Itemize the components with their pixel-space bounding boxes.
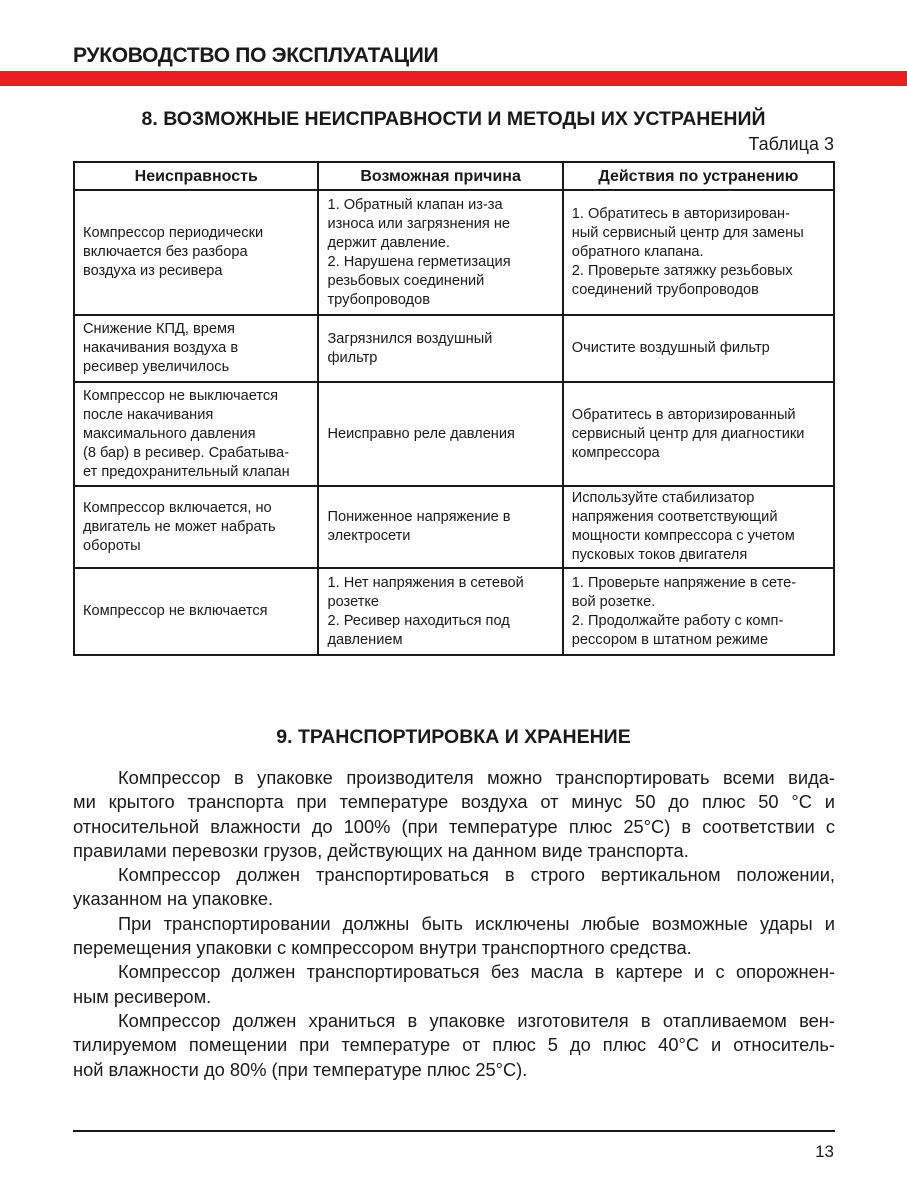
paragraph-line: Компрессор должен транспортироваться без масла в картере и с опорожнен- (118, 961, 835, 983)
table-row (74, 568, 834, 655)
column-header: Возможная причина (318, 162, 562, 190)
footer-rule (73, 1130, 835, 1132)
paragraph (73, 1009, 835, 1082)
fault-cell: Компрессор не включается (74, 568, 318, 655)
cause-cell: Пониженное напряжение в электросети (318, 486, 562, 568)
action-cell: Очистите воздушный фильтр (563, 315, 834, 382)
header-red-bar (0, 71, 907, 86)
troubleshooting-table (73, 161, 835, 656)
action-cell: Обратитесь в авторизированный сервисный центр для диагностики компрессора (563, 382, 834, 486)
cause-cell: 1. Нет напряжения в сетевой розетке 2. Ресивер находиться под давлением (318, 568, 562, 655)
fault-cell: Компрессор не выключается после накачивания максимального давления (8 бар) в ресивер. Срабатыва- ет предохранительный клапан (74, 382, 318, 486)
paragraph (73, 863, 835, 912)
cause-cell: Неисправно реле давления (318, 382, 562, 486)
paragraph-line: ной влажности до 80% (при температуре плюс 25°С). (73, 1058, 528, 1080)
running-header: РУКОВОДСТВО ПО ЭКСПЛУАТАЦИИ (73, 44, 439, 67)
paragraph-line: ным ресивером. (73, 985, 212, 1007)
paragraph (73, 960, 835, 1009)
section-8-title: 8. ВОЗМОЖНЫЕ НЕИСПРАВНОСТИ И МЕТОДЫ ИХ УСТРАНЕНИЙ (141, 108, 766, 130)
paragraph-line: ми крытого транспорта при температуре воздуха от минус 50 до плюс 50 °С и (73, 791, 835, 813)
column-header: Неисправность (74, 162, 318, 190)
table-row (74, 486, 834, 568)
paragraph-line: относительной влажности до 100% (при температуре плюс 25°С) в соответствии с (73, 815, 835, 837)
paragraph-line: правилами перевозки грузов, действующих на данном виде транспорта. (73, 839, 689, 861)
paragraph-line: указанном на упаковке. (73, 888, 274, 910)
fault-cell: Компрессор включается, но двигатель не может набрать обороты (74, 486, 318, 568)
paragraph-line: перемещения упаковки с компрессором внутри транспортного средства. (73, 937, 692, 959)
table-row (74, 382, 834, 486)
cause-cell: Загрязнился воздушный фильтр (318, 315, 562, 382)
paragraph-line: тилируемом помещении при температуре от плюс 5 до плюс 40°С и относитель- (73, 1034, 835, 1056)
paragraph (73, 912, 835, 961)
table-row (74, 315, 834, 382)
action-cell: 1. Обратитесь в авторизирован- ный сервисный центр для замены обратного клапана. 2. Проверьте затяжку резьбовых соединений трубопроводов (563, 190, 834, 315)
page-number: 13 (815, 1142, 834, 1161)
fault-cell: Снижение КПД, время накачивания воздуха в ресивер увеличилось (74, 315, 318, 382)
column-header: Действия по устранению (563, 162, 834, 190)
table-row (74, 190, 834, 315)
paragraph-line: При транспортировании должны быть исключены любые возможные удары и (118, 912, 835, 934)
table-label: Таблица 3 (748, 134, 834, 154)
cause-cell: 1. Обратный клапан из-за износа или загрязнения не держит давление. 2. Нарушена герметизация резьбовых соединений трубопроводов (318, 190, 562, 315)
paragraph-line: Компрессор должен транспортироваться в строго вертикальном положении, (118, 864, 835, 886)
paragraph (73, 766, 835, 863)
paragraph-line: Компрессор должен храниться в упаковке изготовителя в отапливаемом вен- (118, 1009, 835, 1031)
section-9-title: 9. ТРАНСПОРТИРОВКА И ХРАНЕНИЕ (276, 726, 631, 748)
table-header-row (74, 162, 834, 190)
fault-cell: Компрессор периодически включается без разбора воздуха из ресивера (74, 190, 318, 315)
paragraph-line: Компрессор в упаковке производителя можно транспортировать всеми вида- (118, 767, 835, 788)
action-cell: 1. Проверьте напряжение в сете- вой розетке. 2. Продолжайте работу с комп- рессором в штатном режиме (563, 568, 834, 655)
action-cell: Используйте стабилизатор напряжения соответствующий мощности компрессора с учетом пусковых токов двигателя (563, 486, 834, 568)
section-9-body (73, 766, 835, 1082)
